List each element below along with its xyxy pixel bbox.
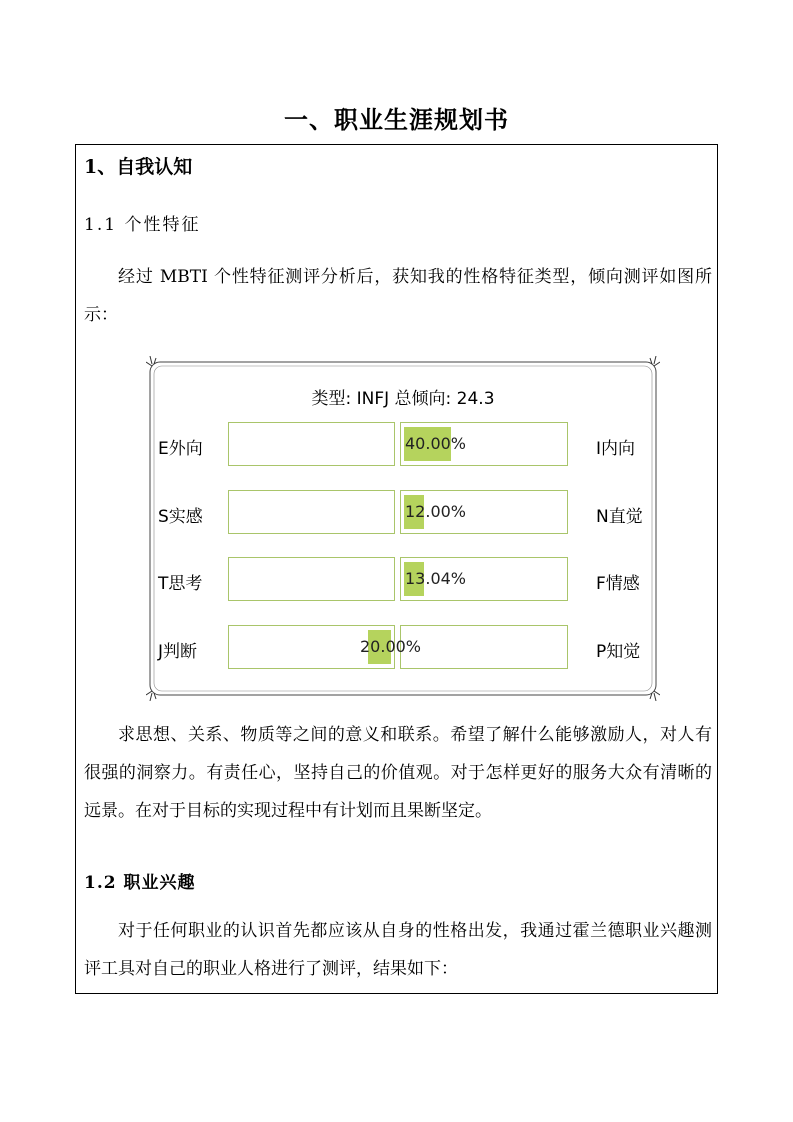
chart-title: 类型: INFJ 总倾向: 24.3 [311,389,495,409]
subsection-heading-interest: 1.2 职业兴趣 [84,873,196,893]
bar-value-label: 13.04% [405,569,467,588]
bar-track-left [228,422,395,466]
mbti-chart [146,356,660,701]
paragraph-mbti-intro: 经过 MBTI 个性特征测评分析后，获知我的性格特征类型，倾向测评如图所示： [84,267,712,325]
bar-value-label: 20.00% [360,637,422,656]
bar-track-left [228,557,395,601]
bar-track-left [228,490,395,534]
paragraph-holland-intro: 对于任何职业的认识首先都应该从自身的性格出发，我通过霍兰德职业兴趣测评工具对自己的职业人格进行了测评，结果如下： [84,921,712,979]
subsection-heading-personality: 1.1 个性特征 [84,215,201,235]
dimension-label-left: E外向 [158,439,203,459]
dimension-label-right: I内向 [596,439,636,459]
document-title: 一、职业生涯规划书 [284,105,509,134]
dimension-label-right: P知觉 [596,642,641,662]
section-heading-self-awareness: 1、自我认知 [84,156,193,178]
bar-track-right [400,625,568,669]
dimension-label-left: T思考 [158,574,203,594]
dimension-label-left: S实感 [158,507,203,527]
dimension-label-right: F情感 [596,574,640,594]
bar-value-label: 12.00% [405,502,467,521]
bar-value-label: 40.00% [405,434,467,453]
dimension-label-left: J判断 [158,642,198,662]
dimension-label-right: N直觉 [596,507,643,527]
paragraph-personality-description: 求思想、关系、物质等之间的意义和联系。希望了解什么能够激励人，对人有很强的洞察力。有责任心，坚持自己的价值观。对于怎样更好的服务大众有清晰的远景。在对于目标的实现过程中有计划而且果断坚定。 [84,725,712,821]
